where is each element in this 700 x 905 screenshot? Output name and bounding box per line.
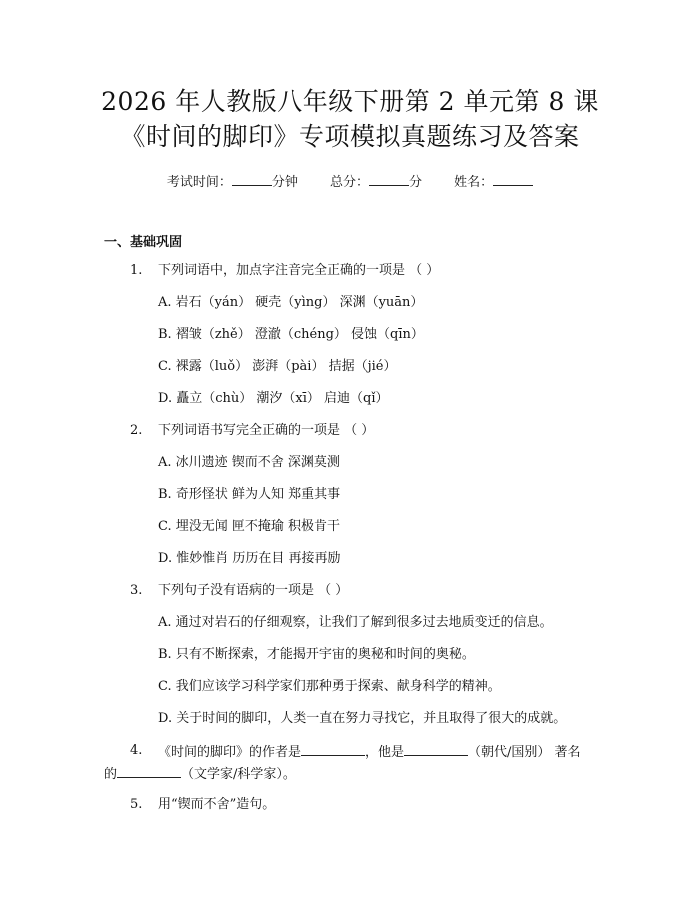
question-4-part-3: （朝代/国别） 著名 bbox=[468, 745, 581, 760]
question-number: 3. bbox=[130, 583, 143, 598]
exam-time-field bbox=[167, 171, 298, 190]
question-1-option-d[interactable]: D. 矗立（chù） 潮汐（xī） 启迪（qǐ） bbox=[158, 391, 389, 406]
question-3-text: 下列句子没有语病的一项是 （ ） bbox=[158, 583, 349, 598]
question-4-part-1: 《时间的脚印》的作者是 bbox=[158, 745, 302, 760]
question-4-part-4: 的 bbox=[104, 767, 118, 782]
question-3-option-a[interactable]: A. 通过对岩石的仔细观察，让我们了解到很多过去地质变迁的信息。 bbox=[158, 615, 553, 630]
question-1-option-a[interactable]: A. 岩石（yán） 硬壳（yìng） 深渊（yuān） bbox=[158, 295, 424, 310]
question-3-option-d[interactable]: D. 关于时间的脚印，人类一直在努力寻找它，并且取得了很大的成就。 bbox=[158, 711, 567, 726]
question-2-option-a[interactable]: A. 冰川遗迹 锲而不舍 深渊莫测 bbox=[158, 455, 340, 470]
question-2-text: 下列词语书写完全正确的一项是 （ ） bbox=[158, 423, 375, 438]
document-title-line-1: 2026 年人教版八年级下册第 2 单元第 8 课 bbox=[101, 87, 599, 116]
question-2-option-d[interactable]: D. 惟妙惟肖 历历在目 再接再励 bbox=[158, 551, 341, 566]
exam-time-label: 考试时间： bbox=[166, 175, 232, 190]
question-1-option-c[interactable]: C. 裸露（luǒ） 澎湃（pài） 拮据（jié） bbox=[158, 359, 397, 374]
question-4-text-line-2 bbox=[104, 765, 296, 783]
question-1-text: 下列词语中，加点字注音完全正确的一项是 （ ） bbox=[158, 263, 440, 278]
section-heading-basic: 一、基础巩固 bbox=[104, 235, 183, 250]
question-2-option-b[interactable]: B. 奇形怪状 鲜为人知 郑重其事 bbox=[158, 487, 341, 502]
exam-meta-row bbox=[0, 171, 700, 190]
question-3 bbox=[130, 583, 142, 599]
question-1 bbox=[130, 263, 142, 279]
question-3-option-b[interactable]: B. 只有不断探索，才能揭开宇宙的奥秘和时间的奥秘。 bbox=[158, 647, 475, 662]
profession-blank[interactable] bbox=[117, 765, 181, 778]
student-name-label: 姓名： bbox=[454, 175, 494, 190]
total-score-field bbox=[330, 171, 422, 190]
question-4 bbox=[130, 743, 142, 759]
exam-time-blank[interactable] bbox=[232, 173, 272, 186]
question-5 bbox=[130, 797, 142, 813]
question-2-option-c[interactable]: C. 埋没无闻 匣不掩瑜 积极肯干 bbox=[158, 519, 341, 534]
question-5-text: 用“锲而不舍”造句。 bbox=[158, 797, 276, 812]
question-number: 1. bbox=[130, 263, 143, 278]
student-name-field bbox=[454, 171, 533, 190]
question-number: 2. bbox=[130, 423, 143, 438]
question-3-option-c[interactable]: C. 我们应该学习科学家们那种勇于探索、献身科学的精神。 bbox=[158, 679, 501, 694]
student-name-blank[interactable] bbox=[493, 173, 533, 186]
question-1-option-b[interactable]: B. 褶皱（zhě） 澄澈（chéng） 侵蚀（qīn） bbox=[158, 327, 424, 342]
total-score-label: 总分： bbox=[329, 175, 369, 190]
question-number: 5. bbox=[130, 797, 143, 812]
total-score-unit: 分 bbox=[409, 175, 423, 190]
question-4-text-line-1 bbox=[158, 743, 581, 761]
question-number: 4. bbox=[130, 743, 143, 758]
document-title-line-2: 《时间的脚印》专项模拟真题练习及答案 bbox=[120, 122, 580, 151]
question-2 bbox=[130, 423, 142, 439]
era-nationality-blank[interactable] bbox=[404, 743, 468, 756]
question-4-part-2: ，他是 bbox=[365, 745, 405, 760]
total-score-blank[interactable] bbox=[369, 173, 409, 186]
question-4-part-5: （文学家/科学家）。 bbox=[181, 767, 296, 782]
exam-time-unit: 分钟 bbox=[271, 175, 298, 190]
author-blank[interactable] bbox=[301, 743, 365, 756]
